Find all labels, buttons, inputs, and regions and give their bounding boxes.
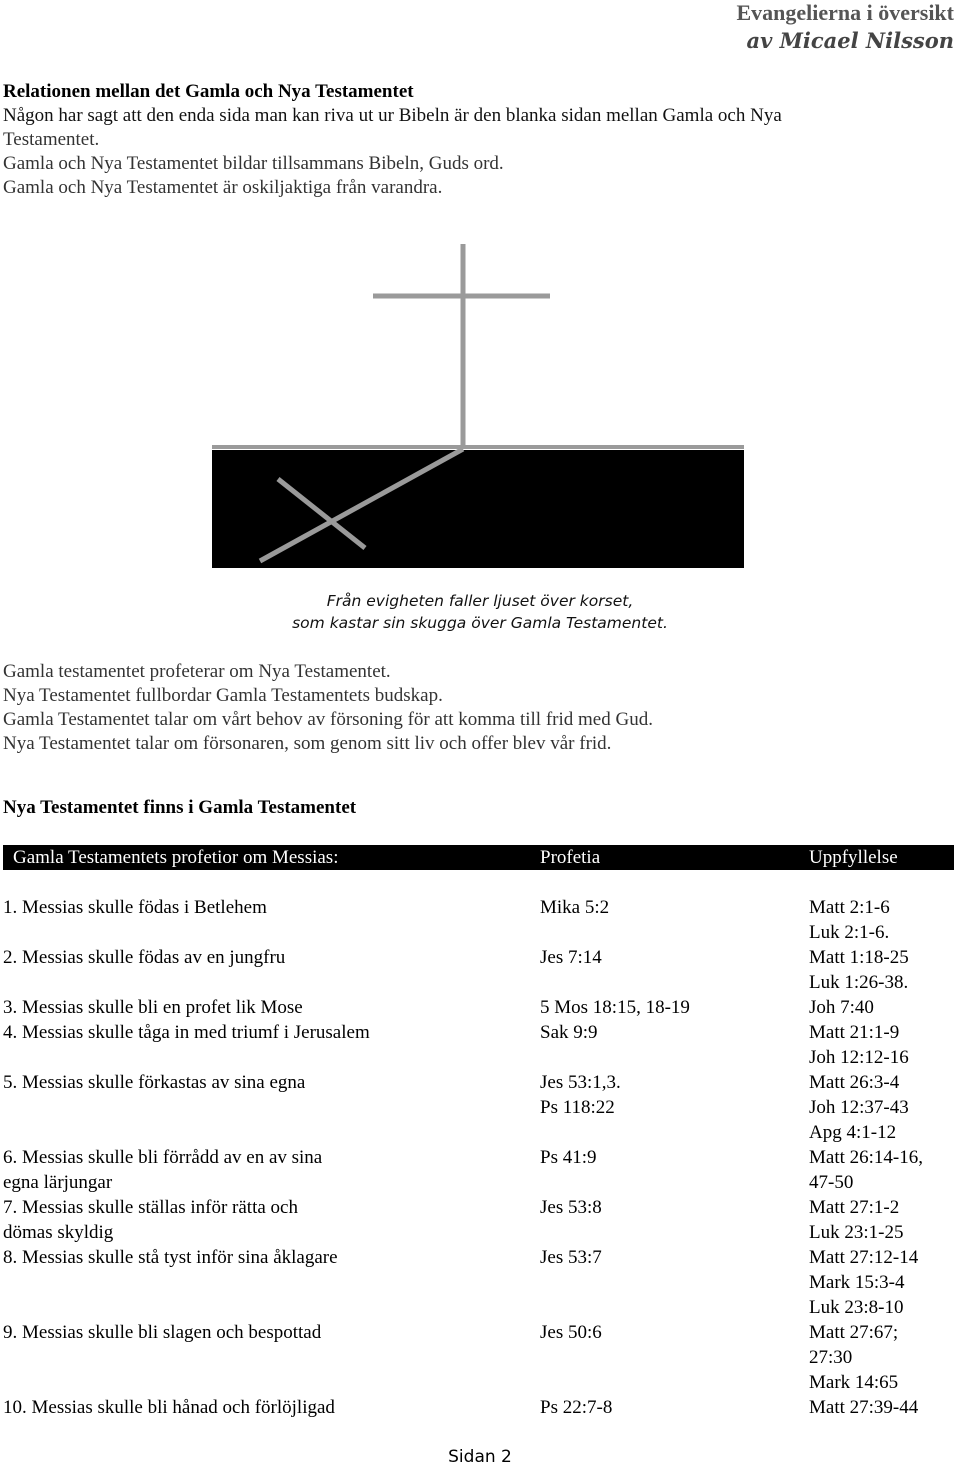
fulfilment-cell	[809, 1195, 959, 1245]
reference-cell	[540, 895, 800, 920]
reference-cell-line: Jes 50:6	[540, 1322, 602, 1343]
fulfilment-cell-line: Matt 26:14-16,	[809, 1147, 923, 1168]
fulfilment-cell	[809, 1245, 959, 1320]
reference-cell	[540, 1245, 800, 1270]
prophecy-cell-line: 7. Messias skulle ställas inför rätta och	[3, 1197, 298, 1218]
intro-line: Gamla och Nya Testamentet bildar tillsammans Bibeln, Guds ord.	[3, 153, 504, 174]
fulfilment-cell-line: Matt 27:12-14	[809, 1247, 919, 1268]
prophecy-cell-line: 10. Messias skulle bli hånad och förlöjligad	[3, 1397, 335, 1418]
caption-line: som kastar sin skugga över Gamla Testamentet.	[292, 614, 668, 632]
intro-line: Gamla och Nya Testamentet är oskiljaktiga från varandra.	[3, 177, 443, 198]
fulfilment-cell	[809, 1070, 959, 1145]
figure-caption	[0, 590, 960, 634]
fulfilment-cell-line: 47-50	[809, 1172, 854, 1193]
reference-cell-line: Sak 9:9	[540, 1022, 598, 1043]
reference-cell	[540, 1320, 800, 1345]
page-number: Sidan 2	[448, 1447, 512, 1467]
fulfilment-cell-line: Joh 12:37-43	[809, 1097, 909, 1118]
prophecy-cell	[3, 945, 423, 970]
intro-line: Någon har sagt att den enda sida man kan riva ut ur Bibeln är den blanka sidan mellan Gamla och Nya	[3, 105, 782, 126]
section2	[3, 796, 356, 820]
reference-cell-line: Jes 53:8	[540, 1197, 602, 1218]
page-header	[736, 0, 954, 52]
fulfilment-cell-line: Matt 1:18-25	[809, 947, 909, 968]
table-header	[3, 845, 954, 870]
section2-heading: Nya Testamentet finns i Gamla Testamentet	[3, 797, 357, 818]
fulfilment-cell-line: Luk 1:26-38.	[809, 972, 909, 993]
statement-line: Nya Testamentet talar om försonaren, som genom sitt liv och offer blev vår frid.	[3, 733, 612, 754]
fulfilment-cell-line: Luk 23:1-25	[809, 1222, 904, 1243]
prophecy-cell-line: egna lärjungar	[3, 1172, 113, 1193]
intro-heading: Relationen mellan det Gamla och Nya Testamentet	[3, 81, 414, 102]
fulfilment-cell-line: Apg 4:1-12	[809, 1122, 897, 1143]
fulfilment-cell	[809, 945, 959, 995]
prophecy-cell-line: 3. Messias skulle bli en profet lik Mose	[3, 997, 303, 1018]
fulfilment-cell-line: Matt 21:1-9	[809, 1022, 900, 1043]
prophecy-cell-line: dömas skyldig	[3, 1222, 114, 1243]
reference-cell-line: 5 Mos 18:15, 18-19	[540, 997, 690, 1018]
header-prophecy: Gamla Testamentets profetior om Messias:	[13, 847, 339, 868]
prophecy-cell	[3, 1145, 423, 1195]
reference-cell-line: Jes 53:1,3.	[540, 1072, 621, 1093]
header-author: av Micael Nilsson	[746, 28, 954, 53]
fulfilment-cell-line: Matt 26:3-4	[809, 1072, 900, 1093]
fulfilment-cell-line: Luk 23:8-10	[809, 1297, 904, 1318]
fulfilment-cell	[809, 995, 959, 1020]
fulfilment-cell-line: Joh 7:40	[809, 997, 874, 1018]
fulfilment-cell	[809, 1320, 959, 1395]
fulfilment-cell-line: Mark 14:65	[809, 1372, 899, 1393]
fulfilment-cell	[809, 895, 959, 945]
fulfilment-cell-line: Matt 27:39-44	[809, 1397, 919, 1418]
fulfilment-cell	[809, 1020, 959, 1070]
prophecy-cell-line: 9. Messias skulle bli slagen och bespottad	[3, 1322, 322, 1343]
reference-cell-line: Mika 5:2	[540, 897, 610, 918]
fulfilment-cell-line: Matt 27:1-2	[809, 1197, 900, 1218]
reference-cell-line: Jes 7:14	[540, 947, 602, 968]
reference-cell	[540, 1395, 800, 1420]
prophecy-cell	[3, 895, 423, 920]
reference-cell-line: Ps 41:9	[540, 1147, 597, 1168]
prophecy-cell-line: 5. Messias skulle förkastas av sina egna	[3, 1072, 306, 1093]
fulfilment-cell-line: 27:30	[809, 1347, 853, 1368]
prophecy-cell-line: 6. Messias skulle bli förrådd av en av sina	[3, 1147, 323, 1168]
reference-cell	[540, 1145, 800, 1170]
prophecy-cell-line: 1. Messias skulle födas i Betlehem	[3, 897, 267, 918]
shadow-area	[212, 450, 744, 568]
prophecy-cell-line: 8. Messias skulle stå tyst inför sina åklagare	[3, 1247, 338, 1268]
reference-cell	[540, 1020, 800, 1045]
intro-section	[3, 80, 782, 200]
statement-line: Gamla testamentet profeterar om Nya Testamentet.	[3, 661, 391, 682]
prophecy-cell	[3, 1320, 423, 1345]
prophecy-cell-line: 4. Messias skulle tåga in med triumf i Jerusalem	[3, 1022, 370, 1043]
statement-line: Gamla Testamentet talar om vårt behov av försoning för att komma till frid med Gud.	[3, 709, 653, 730]
caption-line: Från evigheten faller ljuset över korset,	[326, 592, 634, 610]
prophecy-cell	[3, 1020, 423, 1045]
fulfilment-cell	[809, 1145, 959, 1195]
statements-section	[3, 660, 653, 756]
reference-cell-line: Ps 22:7-8	[540, 1397, 613, 1418]
reference-cell	[540, 1195, 800, 1220]
prophecy-cell	[3, 1195, 423, 1245]
header-fulfilment: Uppfyllelse	[809, 847, 898, 868]
intro-line: Testamentet.	[3, 129, 100, 150]
reference-cell	[540, 945, 800, 970]
fulfilment-cell-line: Mark 15:3-4	[809, 1272, 905, 1293]
fulfilment-cell-line: Luk 2:1-6.	[809, 922, 890, 943]
header-title: Evangelierna i översikt	[736, 0, 954, 25]
reference-cell-line: Ps 118:22	[540, 1097, 615, 1118]
fulfilment-cell-line: Matt 27:67;	[809, 1322, 899, 1343]
prophecy-cell	[3, 1070, 423, 1095]
reference-cell	[540, 995, 800, 1020]
fulfilment-cell-line: Joh 12:12-16	[809, 1047, 909, 1068]
fulfilment-cell	[809, 1395, 959, 1420]
prophecy-cell-line: 2. Messias skulle födas av en jungfru	[3, 947, 286, 968]
reference-cell	[540, 1070, 800, 1120]
cross-shadow-illustration	[212, 228, 744, 568]
statement-line: Nya Testamentet fullbordar Gamla Testamentets budskap.	[3, 685, 443, 706]
prophecy-cell	[3, 1395, 423, 1420]
header-reference: Profetia	[540, 847, 601, 868]
prophecy-cell	[3, 995, 423, 1020]
reference-cell-line: Jes 53:7	[540, 1247, 602, 1268]
prophecy-cell	[3, 1245, 423, 1270]
fulfilment-cell-line: Matt 2:1-6	[809, 897, 890, 918]
